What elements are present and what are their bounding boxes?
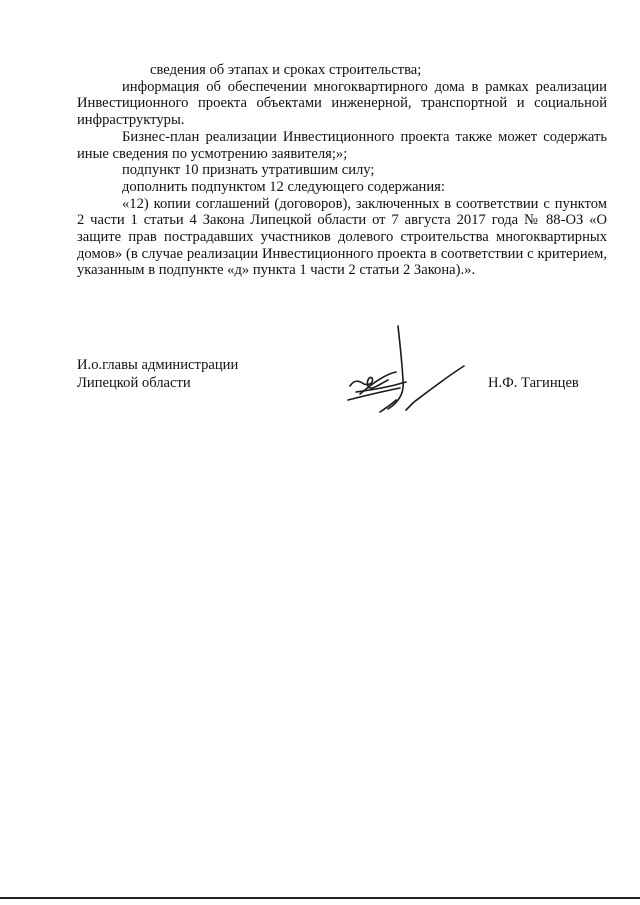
- paragraph-business-plan: Бизнес-план реализации Инвестиционного проекта также может содержать иные сведения по усмотрению заявителя;»;: [77, 128, 607, 162]
- page-bottom-rule: [0, 897, 640, 899]
- signatory-position-line1: И.о.главы администрации: [77, 357, 239, 373]
- signatory-name: Н.Ф. Тагинцев: [488, 375, 579, 391]
- paragraph-infrastructure: информация об обеспечении многоквартирного дома в рамках реализации Инвестиционного проекта объектами инженерной, транспортной и социальной инфраструктуры.: [77, 78, 607, 129]
- handwritten-signature: [340, 322, 475, 417]
- paragraph-agreements: «12) копии соглашений (договоров), заключенных в соответствии с пунктом 2 части 1 статьи 4 Закона Липецкой области от 7 августа 2017 года № 88-ОЗ «О защите прав пострадавших участников долевого строительства многоквартирных домов» (в случае реализации Инвестиционного проекта в соответствии с критерием, указанным в подпункте «д» пункта 1 части 2 статьи 2 Закона).».: [77, 195, 607, 279]
- signatory-position-line2: Липецкой области: [77, 374, 191, 391]
- document-body: [77, 62, 607, 279]
- paragraph-stages: сведения об этапах и сроках строительства;: [150, 62, 422, 78]
- paragraph-subitem-12: дополнить подпунктом 12 следующего содержания:: [122, 178, 445, 195]
- signatory-position: [77, 357, 238, 392]
- paragraph-subitem-10: подпункт 10 признать утратившим силу;: [122, 162, 375, 179]
